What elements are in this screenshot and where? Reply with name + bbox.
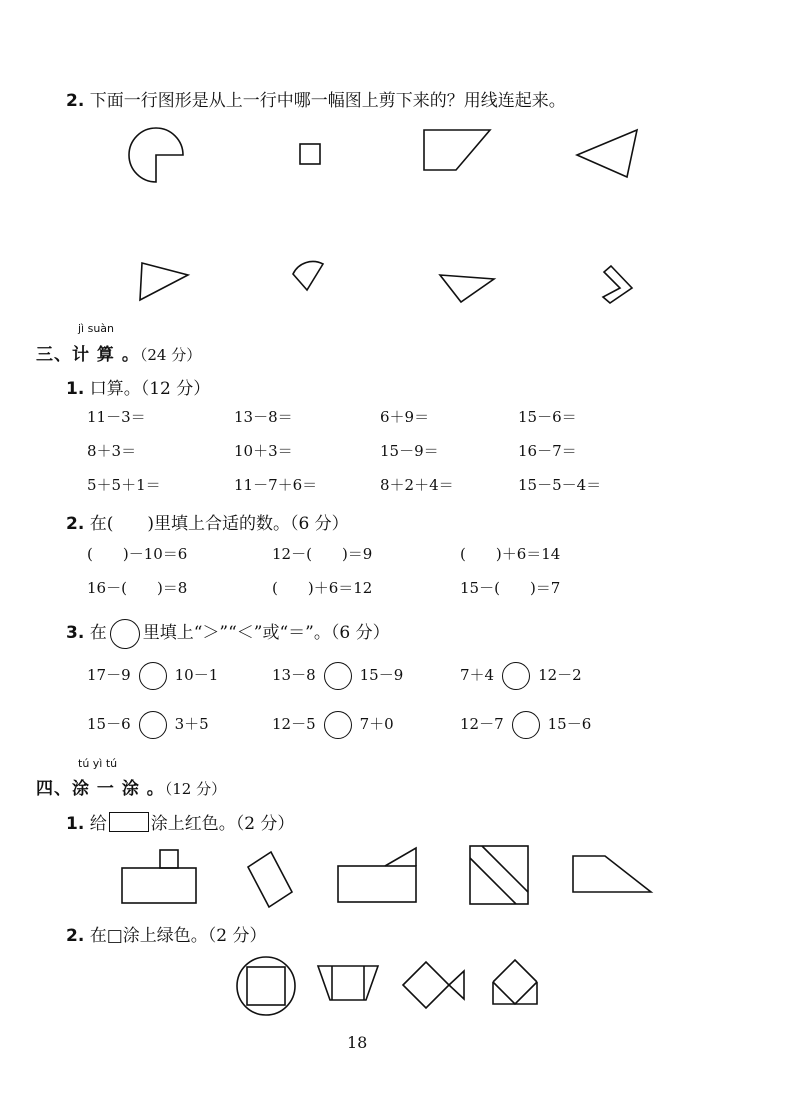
expr-r1-c1[interactable]: 11－3＝	[87, 408, 146, 426]
fill-blank-r2-c2[interactable]: ( )＋6＝12	[272, 579, 373, 597]
green-figure-trapezoid[interactable]	[318, 966, 378, 1000]
question-text: 下面一行图形是从上一行中哪一幅图上剪下来的？用线连起来。	[89, 91, 566, 111]
compare-right: 15－6	[547, 715, 592, 733]
fill-blank-r2-c1[interactable]: 16－( )＝8	[87, 579, 188, 597]
section-title: 三、计 算 。	[36, 345, 140, 365]
fill-blank-r1-c2[interactable]: 12－( )＝9	[272, 545, 373, 563]
page-number: 18	[347, 1033, 368, 1052]
compare-right: 10－1	[174, 666, 219, 684]
expr-r3-c2[interactable]: 11－7＋6＝	[234, 476, 318, 494]
section-score: （12 分）	[164, 780, 227, 798]
section-title: 四、涂 一 涂 。	[36, 779, 165, 799]
compare-right: 12－2	[538, 666, 582, 684]
question-text: 给	[89, 814, 107, 834]
section3-pinyin: jì suàn	[78, 322, 115, 335]
compare-right: 7＋0	[359, 715, 394, 733]
compare-left: 7＋4	[460, 666, 495, 684]
question-number: 2.	[66, 926, 85, 946]
expr-r1-c3[interactable]: 6＋9＝	[380, 408, 430, 426]
green-figure-fish[interactable]	[403, 962, 464, 1008]
expr-r2-c1[interactable]: 8＋3＝	[87, 442, 137, 460]
question-text: 里填上“＞”“＜”或“＝”。（6 分）	[142, 623, 390, 643]
expr-r1-c2[interactable]: 13－8＝	[234, 408, 293, 426]
expr-r2-c2[interactable]: 10＋3＝	[234, 442, 293, 460]
fill-blank-r1-c3[interactable]: ( )＋6＝14	[460, 545, 561, 563]
expr-r2-c4[interactable]: 16－7＝	[518, 442, 577, 460]
expr-r1-c4[interactable]: 15－6＝	[518, 408, 577, 426]
question-text: 涂上红色。（2 分）	[150, 814, 295, 834]
compare-left: 12－7	[460, 715, 504, 733]
question-text: 口算。（12 分）	[89, 379, 211, 399]
question-text: 在( )里填上合适的数。（6 分）	[89, 514, 349, 534]
question-number: 2.	[66, 91, 85, 111]
section4-pinyin: tú yì tú	[78, 757, 118, 770]
green-figure-house[interactable]	[493, 960, 537, 1004]
green-figure-circle-square[interactable]	[237, 957, 295, 1015]
question-text: 在	[89, 623, 107, 643]
question-text: 在□涂上绿色。（2 分）	[89, 926, 267, 946]
question-number: 3.	[66, 623, 85, 643]
compare-left: 17－9	[87, 666, 131, 684]
question-number: 2.	[66, 514, 85, 534]
expr-r2-c3[interactable]: 15－9＝	[380, 442, 439, 460]
compare-left: 12－5	[272, 715, 316, 733]
compare-right: 3＋5	[174, 715, 209, 733]
expr-r3-c3[interactable]: 8＋2＋4＝	[380, 476, 454, 494]
expr-r3-c4[interactable]: 15－5－4＝	[518, 476, 602, 494]
section-score: （24 分）	[139, 346, 202, 364]
fill-blank-r1-c1[interactable]: ( )－10＝6	[87, 545, 188, 563]
compare-left: 15－6	[87, 715, 131, 733]
fill-blank-r2-c3[interactable]: 15－( )＝7	[460, 579, 561, 597]
compare-left: 13－8	[272, 666, 316, 684]
question-number: 1.	[66, 814, 85, 834]
compare-right: 15－9	[359, 666, 404, 684]
question-number: 1.	[66, 379, 85, 399]
expr-r3-c1[interactable]: 5＋5＋1＝	[87, 476, 161, 494]
